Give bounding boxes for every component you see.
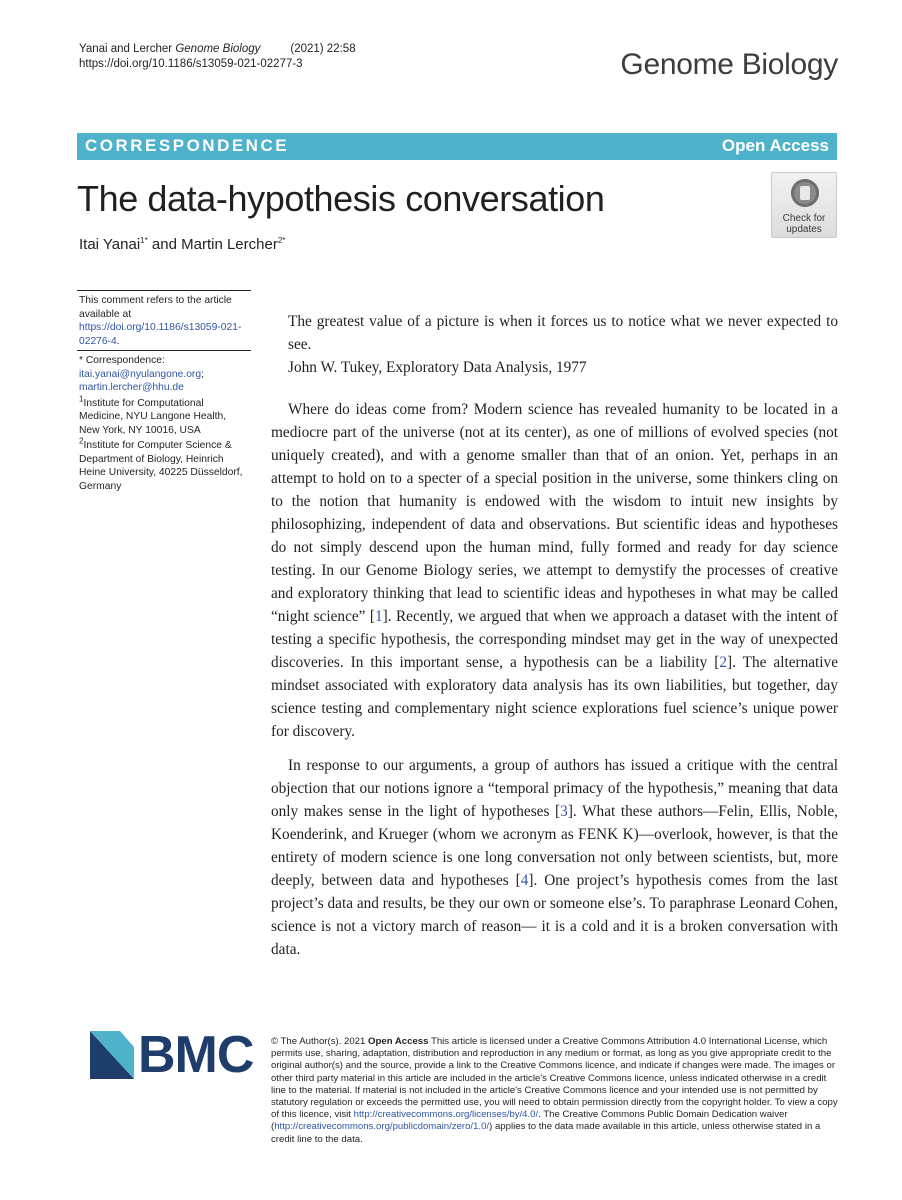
paragraph-1-part-b: ]. Recently, we argued that when we approach a dataset with the intent of testing a specific hypothesis, the corresponding mindset may get in the way of unexpected discoveries. In this important sense, a hypothesis can be a liability [ [271, 608, 838, 671]
author-list [79, 236, 285, 253]
article-title: The data-hypothesis conversation [77, 178, 605, 219]
check-for-updates-badge[interactable] [771, 172, 837, 238]
bmc-logo-text: BMC [138, 1026, 254, 1084]
header-authors: Yanai and Lercher [79, 43, 173, 55]
related-article-note [77, 291, 251, 350]
license-copyright: © The Author(s). 2021 [271, 1036, 369, 1047]
paragraph-2 [271, 754, 838, 961]
header-line-1 [79, 42, 356, 57]
open-access-label: Open Access [721, 136, 829, 155]
journal-brand: Genome Biology [620, 48, 838, 81]
badge-line-1: Check for [782, 213, 826, 224]
reference-1-link[interactable]: 1 [374, 608, 383, 625]
license-text-2: . The Creative Commons Public Domain Dedication waiver ( [271, 1109, 788, 1133]
email-separator: ; [201, 368, 204, 380]
affiliation-1 [77, 394, 251, 440]
license-url-by[interactable]: http://creativecommons.org/licenses/by/4.0/ [353, 1109, 539, 1121]
license-text-3: ) applies to the data made available in this article, unless otherwise stated in a credit line to the data. [271, 1121, 821, 1145]
license-text-1: This article is licensed under a Creative Commons Attribution 4.0 International License, which permits use, sharing, adaptation, distribution and reproduction in any medium or format, as long as you give appropriate credit to the original author(s) and the source, provide a link to the Creative Commons licence, and indicate if changes were made. The images or other third party material in this article are included in the article's Creative Commons licence, unless indicated otherwise in a credit line to the material. If material is not included in the article's Creative Commons licence and your intended use is not permitted by statutory regulation or exceeds the permitted use, you will need to obtain permission directly from the copyright holder. To view a copy of this licence, visit [271, 1036, 838, 1121]
correspondence-label: * Correspondence: [79, 355, 165, 366]
related-article-text: This comment refers to the article available at [79, 295, 232, 320]
author-1[interactable]: Itai Yanai [79, 236, 141, 253]
article-body [271, 398, 838, 972]
reference-4-link[interactable]: 4 [520, 872, 529, 889]
reference-3-link[interactable]: 3 [560, 803, 568, 820]
paragraph-2-part-c: ]. One project’s hypothesis comes from the last project’s data and results, be they our own or someone else’s. To paraphrase Leonard Cohen, science is not a victory march of reason— it is a cold and it is a broken conversation with data. [271, 872, 838, 958]
correspondence-note [77, 351, 251, 397]
running-header [79, 42, 356, 72]
paragraph-2-part-a: In response to our arguments, a group of authors has issued a critique with the central objection that our notions ignore a “temporal primacy of the hypothesis,” meaning that data only makes sense in the light of hypotheses [ [271, 757, 838, 820]
author-2[interactable]: Martin Lercher [181, 236, 278, 253]
affiliation-2-text: Institute for Computer Science & Department of Biology, Heinrich Heine University, 40225 Düsseldorf, Germany [79, 440, 243, 492]
author-and: and [147, 236, 182, 253]
license-statement [271, 1036, 841, 1146]
affiliation-2 [77, 436, 251, 495]
badge-line-2: updates [786, 224, 822, 235]
affiliation-1-sup: 1 [79, 394, 84, 404]
paragraph-1 [271, 398, 838, 743]
license-open-access: Open Access [368, 1036, 429, 1047]
author-1-sup: 1* [140, 236, 148, 245]
bookmark-icon [791, 179, 819, 207]
sidebar-notes [77, 290, 251, 495]
bmc-logo [90, 1026, 254, 1084]
related-article-link[interactable]: https://doi.org/10.1186/s13059-021-02276-4 [79, 322, 242, 347]
author-2-sup: 2* [277, 236, 286, 245]
article-type: CORRESPONDENCE [85, 136, 290, 155]
header-citation: (2021) 22:58 [290, 43, 356, 55]
header-doi[interactable]: https://doi.org/10.1186/s13059-021-02277-3 [79, 58, 303, 70]
email-link-1[interactable]: itai.yanai@nyulangone.org [79, 368, 202, 380]
reference-2-link[interactable]: 2 [719, 654, 727, 671]
header-journal: Genome Biology [175, 43, 261, 55]
epigraph [288, 310, 838, 379]
email-link-2[interactable]: martin.lercher@hhu.de [79, 382, 184, 393]
paragraph-1-part-c: ]. The alternative mindset associated with exploratory data analysis has its own liabilities, but together, day science testing and complementary night science explorations fuel science’s unique power for discovery. [271, 654, 838, 740]
article-type-banner [77, 133, 837, 160]
affiliation-2-sup: 2 [79, 436, 84, 446]
epigraph-attribution: John W. Tukey, Exploratory Data Analysis, 1977 [288, 359, 587, 376]
bmc-logo-mark-icon [90, 1031, 134, 1079]
affiliation-1-text: Institute for Computational Medicine, NYU Langone Health, New York, NY 10016, USA [79, 397, 227, 436]
related-article-period: . [116, 335, 120, 347]
paragraph-2-part-b: ]. What these authors—Felin, Ellis, Noble, Koenderink, and Krueger (whom we acronym as FENK K)—overlook, however, is that the entirety of modern science is one long conversation not only between scientists, but, more deeply, between data and hypotheses [ [271, 803, 838, 889]
paragraph-1-part-a: Where do ideas come from? Modern science has revealed humanity to be located in a mediocre part of the universe (not at its center), as one of millions of evolved species (not uniquely created), and with a genome smaller than that of an onion. Yet, perhaps in an attempt to hold on to a specter of a special position in the universe, some thinkers cling on to the notion that humanity is endowed with the wisdom to intuit new insights by philosophizing, independent of data and observations. But scientific ideas and hypotheses do not simply descend upon the human mind, fully formed and ready for day science testing. In our Genome Biology series, we attempt to demystify the processes of creative and exploratory thinking that lead to scientific ideas and hypotheses in what may be called “night science” [ [271, 401, 838, 625]
epigraph-quote: The greatest value of a picture is when it forces us to notice what we never expected to see. [288, 313, 838, 353]
license-url-zero[interactable]: http://creativecommons.org/publicdomain/zero/1.0/ [274, 1121, 490, 1133]
